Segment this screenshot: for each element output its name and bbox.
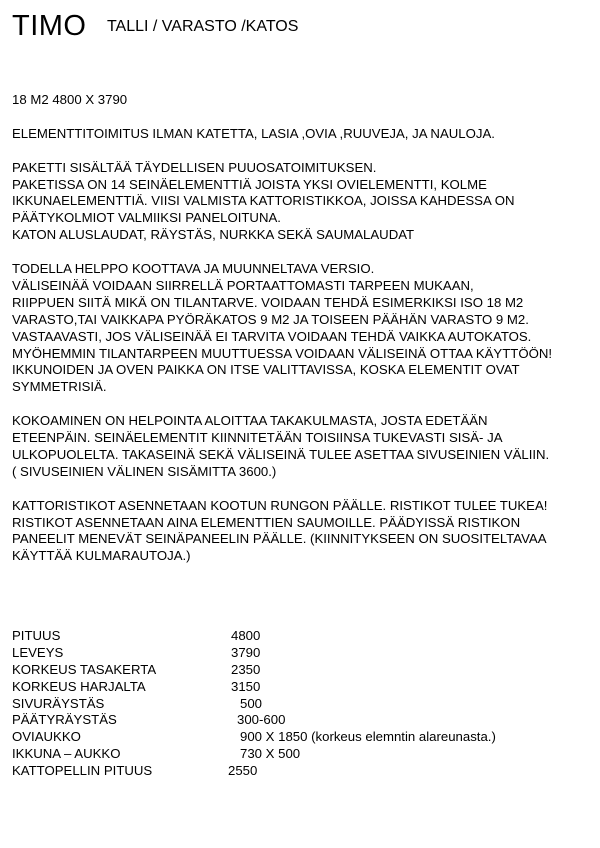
spec-value: 4800 (231, 628, 261, 643)
spec-row (12, 645, 552, 662)
text-line: KOKOAMINEN ON HELPOINTA ALOITTAA TAKAKULMASTA, JOSTA EDETÄÄN (12, 413, 488, 429)
spec-value: 2550 (228, 763, 258, 779)
text-line: KÄYTTÄÄ KULMARAUTOJA.) (12, 548, 191, 564)
paragraph (12, 261, 592, 396)
spec-row (12, 763, 552, 780)
spec-label: KORKEUS TASAKERTA (12, 661, 157, 677)
spec-value: 500 (240, 695, 263, 711)
text-line: MYÖHEMMIN TILANTARPEEN MUUTTUESSA VOIDAAN VÄLISEINÄ OTTAA KÄYTTÖÖN! (12, 345, 553, 361)
spec-label: LEVEYS (12, 644, 64, 660)
text-line: PANEELIT MENEVÄT SEINÄPANEELIN PÄÄLLE. (KIINNITYKSEEN ON SUOSITELTAVAA (12, 531, 547, 547)
description-body (12, 92, 592, 582)
spec-label: KORKEUS HARJALTA (12, 678, 146, 694)
paragraph (12, 498, 592, 566)
spec-value: 300-600 (237, 712, 286, 728)
spec-value: 730 X 500 (240, 746, 301, 762)
product-subtitle: TALLI / VARASTO /KATOS (106, 18, 299, 35)
spec-label: IKKUNA – AUKKO (12, 746, 121, 762)
spec-label: PITUUS (12, 628, 61, 643)
spec-table (12, 628, 552, 780)
spec-row (12, 746, 552, 763)
paragraph (12, 92, 592, 109)
text-line: IKKUNAELEMENTTIÄ. VIISI VALMISTA KATTORISTIKKOA, JOISSA KAHDESSA ON (12, 193, 515, 209)
spec-label: OVIAUKKO (12, 729, 81, 745)
text-line: PAKETISSA ON 14 SEINÄELEMENTTIÄ JOISTA YKSI OVIELEMENTTI, KOLME (12, 176, 487, 192)
text-line: ELEMENTTITOIMITUS ILMAN KATETTA, LASIA ,OVIA ,RUUVEJA, JA NAULOJA. (12, 125, 495, 141)
text-line: 18 M2 4800 X 3790 (12, 92, 128, 107)
paragraph (12, 126, 592, 143)
brand-title: TIMO (12, 10, 87, 42)
spec-row (12, 696, 552, 713)
spec-value: 900 X 1850 (korkeus elemntin alareunasta.) (240, 729, 496, 745)
text-line: VÄLISEINÄÄ VOIDAAN SIIRRELLÄ PORTAATTOMASTI TARPEEN MUKAAN, (12, 277, 474, 293)
spec-row (12, 729, 552, 746)
paragraph (12, 413, 592, 481)
text-line: KATTORISTIKOT ASENNETAAN KOOTUN RUNGON PÄÄLLE. RISTIKOT TULEE TUKEA! (12, 497, 548, 513)
spec-value: 2350 (231, 661, 261, 677)
spec-row (12, 662, 552, 679)
text-line: KATON ALUSLAUDAT, RÄYSTÄS, NURKKA SEKÄ SAUMALAUDAT (12, 227, 415, 243)
text-line: TODELLA HELPPO KOOTTAVA JA MUUNNELTAVA VERSIO. (12, 261, 375, 277)
paragraph (12, 160, 592, 245)
spec-label: KATTOPELLIN PITUUS (12, 763, 153, 779)
text-line: RISTIKOT ASENNETAAN AINA ELEMENTTIEN SAUMOILLE. PÄÄDYISSÄ RISTIKON (12, 514, 521, 530)
text-line: ETEENPÄIN. SEINÄELEMENTIT KIINNITETÄÄN TOISIINSA TUKEVASTI SISÄ- JA (12, 430, 503, 446)
text-line: ( SIVUSEINIEN VÄLINEN SISÄMITTA 3600.) (12, 463, 277, 479)
text-line: SYMMETRISIÄ. (12, 379, 107, 395)
text-line: PÄÄTYKOLMIOT VALMIIKSI PANELOITUNA. (12, 210, 281, 226)
text-line: VASTAAVASTI, JOS VÄLISEINÄÄ EI TARVITA VOIDAAN TEHDÄ VAIKKA AUTOKATOS. (12, 328, 532, 344)
spec-value: 3150 (231, 678, 261, 694)
text-line: RIIPPUEN SIITÄ MIKÄ ON TILANTARVE. VOIDAAN TEHDÄ ESIMERKIKSI ISO 18 M2 (12, 294, 524, 310)
text-line: IKKUNOIDEN JA OVEN PAIKKA ON ITSE VALITTAVISSA, KOSKA ELEMENTIT OVAT (12, 362, 520, 378)
page-header (12, 10, 298, 43)
text-line: PAKETTI SISÄLTÄÄ TÄYDELLISEN PUUOSATOIMITUKSEN. (12, 159, 377, 175)
spec-label: PÄÄTYRÄYSTÄS (12, 712, 117, 728)
spec-row (12, 679, 552, 696)
spec-value: 3790 (231, 644, 261, 660)
spec-row (12, 628, 552, 645)
spec-label: SIVURÄYSTÄS (12, 695, 105, 711)
text-line: VARASTO,TAI VAIKKAPA PYÖRÄKATOS 9 M2 JA TOISEEN PÄÄHÄN VARASTO 9 M2. (12, 311, 529, 327)
text-line: ULKOPUOLELTA. TAKASEINÄ SEKÄ VÄLISEINÄ TULEE ASETTAA SIVUSEINIEN VÄLIIN. (12, 446, 550, 462)
spec-row (12, 712, 552, 729)
